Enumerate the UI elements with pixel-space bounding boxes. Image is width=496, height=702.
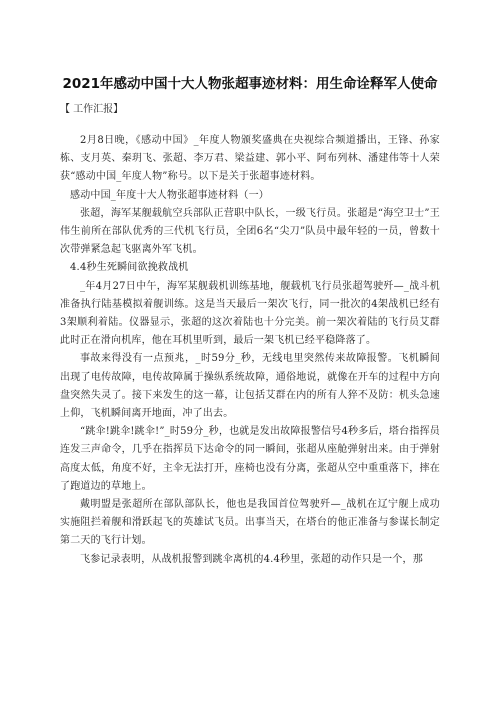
category-tag: 【 工作汇报】 (60, 104, 124, 115)
document-title: 2021年感动中国十大人物张超事迹材料：用生命诠释军人使命 (62, 76, 438, 92)
paragraph-eject: “跳伞!跳伞!跳伞!”_时59分_秒，也就是发出故障报警信号4秒多后，塔台指挥员连发三声命令，几乎在指挥员下达命令的同一瞬间，张超从座舱弹射出来。由于弹射高度太低，角度不好，主伞无法打开，座椅也没有分离，张超从空中重重落下，摔在了跑道边的草地上。 (60, 426, 440, 492)
paragraph-training: _年4月27日中午，海军某舰载机训练基地，舰载机飞行员张超驾驶歼—_战斗机准备执行陆基模拟着舰训练。这是当天最后一架次飞行，同一批次的4架战机已经有3架顺利着陆。仪器显示，张超的这次着陆也十分完美。前一架次着陆的飞行员艾群此时正在滑向机库，他在耳机里听到，最后一架飞机已经平稳降落了。 (60, 280, 440, 347)
subsection-heading: 4.4秒生死瞬间欲挽救战机 (70, 262, 189, 274)
document-page (60, 72, 440, 569)
paragraph-record: 飞参记录表明，从战机报警到跳伞离机的4.4秒里，张超的动作只是一个，那 (80, 553, 423, 565)
section-heading: 感动中国_年度十大人物张超事迹材料（一） (70, 189, 269, 201)
paragraph-accident: 事故来得没有一点预兆，_时59分_秒，无线电里突然传来故障报警。飞机瞬间出现了电传故障，电传故障属于操纵系统故障，通俗地说，就像在开车的过程中方向盘突然失灵了。接下来发生的这一幕，让包括艾群在内的所有人猝不及防：机头急速上仰，飞机瞬间离开地面，冲了出去。 (60, 353, 440, 420)
paragraph-commander: 戴明盟是张超所在部队部队长，他也是我国首位驾驶歼—_战机在辽宁舰上成功实施阻拦着舰和滑跃起飞的英雄试飞员。出事当天，在塔台的他正准备与参谋长制定第二天的飞行计划。 (60, 499, 440, 547)
paragraph-profile: 张超，海军某舰载航空兵部队正营职中队长，一级飞行员。张超是“海空卫士”王伟生前所在部队优秀的三代机飞行员，全团6名“尖刀”队员中最年轻的一员，曾数十次带弹紧急起飞驱离外军飞机。 (60, 207, 440, 256)
paragraph-intro: 2月8日晚，《感动中国》_年度人物颁奖盛典在央视综合频道播出，王锋、孙家栋、支月英、秦玥飞、张超、李万君、梁益建、郭小平、阿布列林、潘建伟等十人荣获“感动中国_年度人物”称号。以下是关于张超事迹材料。 (60, 135, 440, 183)
